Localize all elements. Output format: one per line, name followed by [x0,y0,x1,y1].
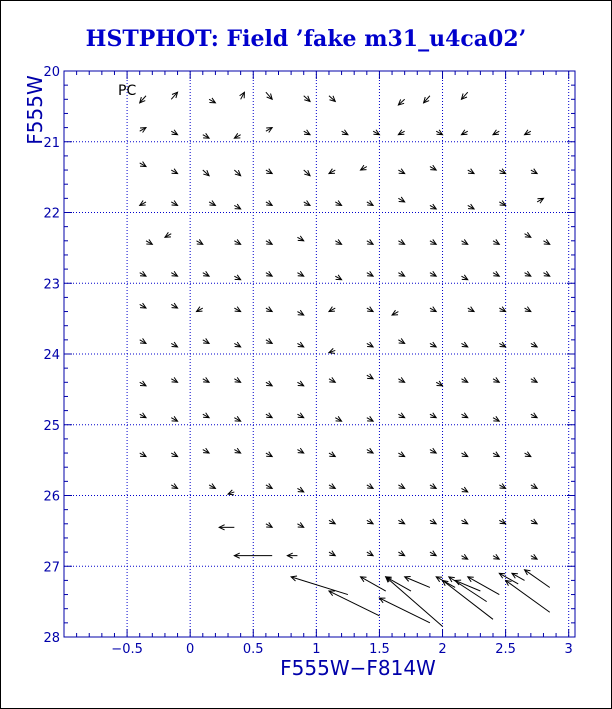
vector-arrow [543,271,549,276]
vector-arrow [525,130,531,135]
vector-arrow [430,342,436,347]
vector-arrow [543,239,549,244]
vector-arrow [234,275,240,280]
vector-arrow [430,448,436,453]
vector-arrow [493,416,499,421]
vector-arrow [525,570,550,588]
vector-arrow [266,338,272,343]
vector-arrow [461,413,467,418]
vector-arrow [430,307,436,312]
y-tick-label: 28 [43,631,60,646]
vector-arrow [367,484,373,489]
vector-arrow [234,416,240,421]
vector-arrow [436,130,442,135]
vector-arrow [297,448,303,453]
vector-arrow [430,413,436,418]
vector-arrow [493,452,499,457]
vector-arrow [398,452,404,457]
vector-arrow [140,303,146,308]
vector-arrow [171,342,177,347]
y-tick-label: 27 [43,560,60,576]
vector-arrow [203,448,209,453]
vector-arrow [329,377,335,382]
vector-arrow [140,96,146,103]
vector-arrow [335,416,341,421]
vector-arrow [234,133,240,138]
vector-arrow [461,452,467,457]
vector-arrow [468,204,474,209]
vector-arrow [146,239,152,244]
vector-arrow [234,307,240,312]
vector-arrow [525,307,531,312]
vector-arrow [266,239,272,244]
vector-arrow [398,413,404,418]
vector-arrow [461,487,467,492]
vector-arrow [209,98,215,103]
vector-arrow [499,519,505,524]
x-tick-label: 2 [438,642,447,657]
vector-arrow [266,92,272,99]
vector-arrow [234,204,240,209]
vector-arrow [531,413,537,418]
vector-arrow [171,130,177,135]
vector-arrow [203,170,209,176]
vector-arrow [297,310,303,315]
vector-arrow [140,338,146,343]
vector-arrow [297,413,303,418]
arrow-shaft [436,577,455,588]
vector-arrow [398,130,404,135]
arrow-shaft [506,580,550,612]
vector-arrow [499,201,505,206]
vector-arrow [140,271,146,276]
vector-arrow [361,165,367,170]
vector-arrow [367,307,373,312]
vector-arrow [386,577,443,627]
vector-arrow [165,232,171,237]
vector-arrow [430,239,436,244]
vector-arrow [228,490,234,495]
vector-arrow [436,381,442,386]
vector-arrow [266,484,272,489]
vector-arrow [361,577,386,591]
vector-arrow [493,554,499,559]
grid-lines [64,71,575,637]
vector-arrow [430,204,436,209]
vector-arrow [468,169,474,174]
vector-arrow [335,201,341,206]
vector-arrow [329,96,335,102]
vector-arrow [140,162,146,167]
vector-arrow [329,348,335,353]
vector-arrow [499,342,505,347]
vector-arrow [367,271,373,276]
vector-arrow [373,130,379,135]
vector-arrow [297,487,303,492]
vector-arrow [234,239,240,244]
vector-arrow [367,448,373,453]
chart-title: HSTPHOT: Field ’fake m31_u4ca02’ [85,26,527,52]
vector-arrow [297,271,303,276]
vector-arrow [266,128,272,133]
arrow-shaft [291,577,348,595]
vector-arrow [196,307,202,312]
x-axis-label: F555W−F814W [280,656,436,680]
vector-arrow [203,377,209,382]
vector-arrow [203,133,209,138]
y-tick-label: 22 [43,206,60,222]
vector-arrow [461,92,467,99]
vector-arrow [430,165,436,170]
vector-arrow [461,554,467,559]
x-tick-label: 2.5 [495,642,516,657]
vector-arrow [171,377,177,382]
y-tick-label: 25 [43,418,60,434]
y-tick-label: 23 [43,277,60,293]
arrow-head [449,577,455,582]
vector-arrow [329,591,379,616]
vector-arrow [203,413,209,418]
vector-arrow [525,271,531,276]
y-tick-label: 26 [43,489,60,505]
vector-arrow [398,377,404,382]
vector-arrow [266,381,272,386]
vector-arrow [398,484,404,489]
vector-arrow [329,519,335,524]
vector-arrow [304,130,310,135]
vector-arrow [342,130,348,135]
vector-arrow [171,416,177,421]
vector-arrow [266,271,272,276]
vector-arrow [525,232,531,237]
vector-arrow [461,239,467,244]
y-tick-label: 21 [43,135,60,151]
vector-arrow [461,342,467,347]
vector-arrow [234,377,240,382]
vector-arrow [234,448,240,453]
vector-arrow [367,239,373,244]
vector-arrow [329,551,335,556]
arrow-shaft [379,598,429,623]
vector-arrow [398,338,404,343]
vector-arrow [531,484,537,489]
arrow-shaft [525,570,550,588]
vector-arrow [171,201,177,206]
vector-arrow [531,377,537,382]
tick-labels [43,65,572,657]
vector-arrow [499,484,505,489]
vector-arrow [335,275,341,280]
vector-arrow [329,307,335,312]
vector-arrow [335,239,341,244]
vector-arrow [304,96,310,102]
y-tick-label: 24 [43,348,60,363]
vector-arrow [266,522,272,527]
vector-arrow [461,377,467,382]
x-tick-label: 0.5 [242,642,264,657]
vector-arrow [430,551,436,556]
vector-arrow [171,92,177,99]
vector-arrow [531,519,537,524]
vector-arrow [461,275,467,280]
vector-arrow [379,598,429,623]
arrow-shaft [386,577,443,627]
vector-arrow [430,484,436,489]
vector-arrow [219,525,234,530]
vector-arrow [367,374,373,379]
vector-arrow [266,452,272,457]
vector-arrow [140,381,146,386]
vector-arrow [499,307,505,312]
vector-arrow [499,169,505,174]
vector-arrow [430,519,436,524]
vector-arrow [297,522,303,527]
vector-arrow [297,342,303,347]
vector-arrow [203,271,209,276]
y-axis-label: F555W [23,75,47,145]
vector-arrow [240,92,245,99]
vector-arrow [493,239,499,244]
vector-arrow [329,452,335,457]
vector-arrow [171,452,177,457]
vector-arrow [493,377,499,382]
vector-arrow [171,271,177,276]
vector-arrow [140,128,146,133]
vector-arrow [430,271,436,276]
vector-arrow [234,342,240,347]
vector-arrow [405,577,430,588]
arrow-shaft [361,577,386,591]
vector-arrow [398,99,404,105]
vector-arrow [209,201,215,206]
vector-arrow [329,169,335,174]
vector-arrows [140,92,550,626]
x-tick-label: 3 [564,642,573,657]
x-tick-label: 0 [186,642,195,657]
vector-arrow [512,573,525,580]
vector-arrow [461,130,467,135]
vector-arrow [367,201,373,206]
vector-arrow [436,577,455,588]
vector-arrow [297,236,303,241]
vector-arrow [287,553,297,558]
vector-arrow [531,169,537,174]
vector-arrow [266,201,272,206]
vector-arrow [196,239,202,244]
vector-arrow [398,271,404,276]
vector-arrow [171,303,177,308]
vector-arrow [266,169,272,174]
vector-arrow [140,413,146,418]
arrow-shaft [405,577,430,588]
vector-arrow [398,519,404,524]
vector-arrow [297,381,303,386]
vector-arrow [329,484,335,489]
vector-arrow [392,310,398,315]
vector-arrow [266,413,272,418]
vector-arrow [531,554,537,559]
vector-arrow [367,342,373,347]
vector-arrow [525,452,531,457]
vector-arrow [367,416,373,421]
vector-arrow [266,307,272,312]
vector-arrow [367,519,373,524]
vector-arrow [291,576,348,595]
x-tick-label: 1.5 [369,642,390,657]
vector-arrow [203,338,209,343]
vector-arrow [506,580,550,612]
vector-arrow [398,239,404,244]
vector-arrow [234,170,240,176]
vector-arrow [367,551,373,556]
vector-arrow [304,201,310,206]
vector-arrow [531,342,537,347]
vector-arrow [398,197,404,202]
vector-arrow [209,484,215,489]
vector-arrow [304,170,310,176]
pc-label: PC [118,83,137,99]
vector-arrow [171,484,177,489]
vector-arrow [398,551,404,556]
vector-arrow [461,519,467,524]
x-tick-label: 1 [312,642,321,657]
vector-arrow [493,130,499,135]
x-tick-label: −0.5 [111,642,143,657]
vector-arrow [140,201,146,206]
vector-arrow [537,198,543,203]
vector-arrow [171,169,177,174]
y-tick-label: 20 [43,65,60,80]
vector-arrow [140,452,146,457]
vector-arrow [398,169,404,174]
vector-arrow [493,271,499,276]
vector-arrow [424,96,430,103]
vector-arrow [468,307,474,312]
arrow-shaft [329,591,379,616]
